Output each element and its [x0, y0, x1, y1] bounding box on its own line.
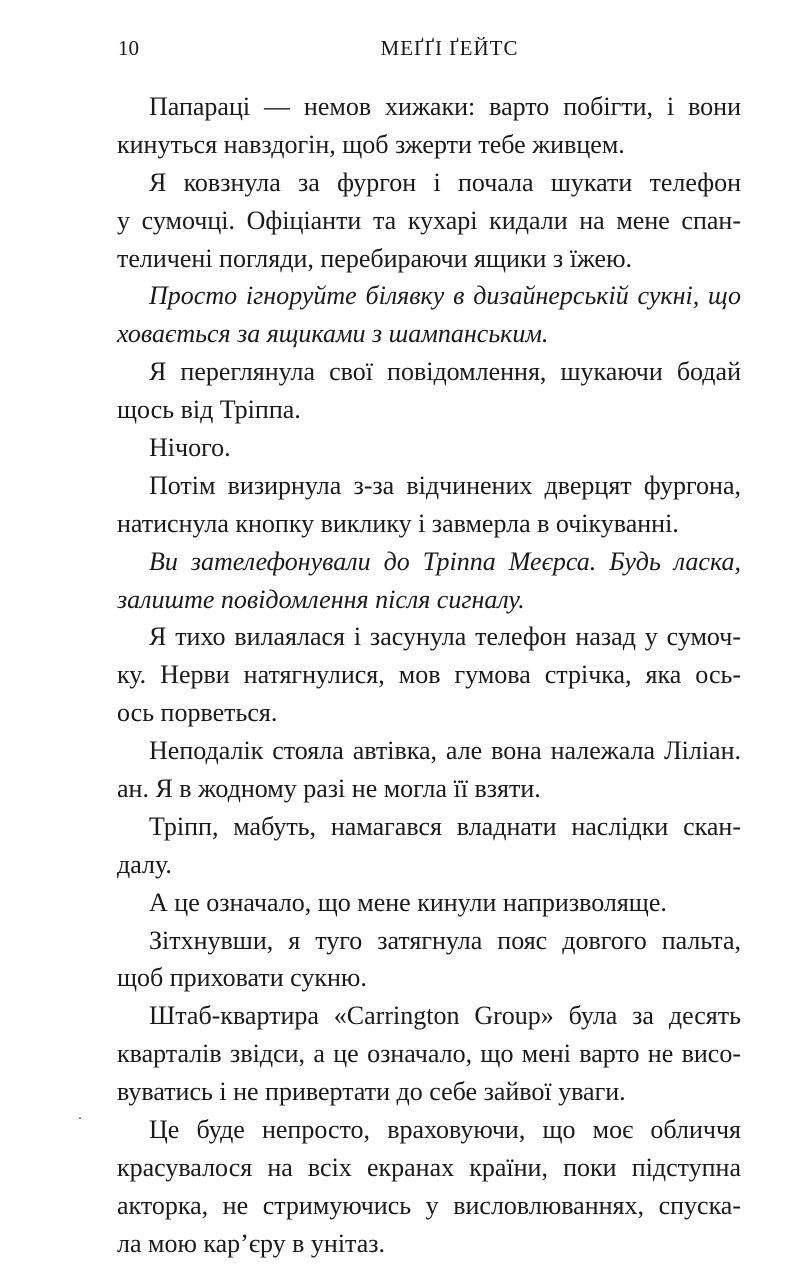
text-line: Нічого.: [149, 433, 231, 463]
text-line: далу.: [117, 849, 172, 879]
body-text: [117, 88, 741, 1263]
text-line: ла мою кар’єру в унітаз.: [117, 1228, 386, 1258]
text-line: Я ковзнула за фургон і почала шукати телефон: [149, 167, 741, 197]
text-line-italic: Ви зателефонували до Тріппа Меєрса. Будь ласка,: [149, 546, 741, 576]
text-line: у сумочці. Офіціанти та кухарі кидали на мене спан-: [117, 205, 741, 235]
text-line: щоб приховати сукню.: [117, 963, 367, 993]
page-number: 10: [118, 36, 139, 60]
text-line-italic: Просто ігноруйте білявку в дизайнерській сукні, що: [149, 281, 741, 311]
text-line: Це буде непросто, враховуючи, що моє обличчя: [149, 1115, 741, 1145]
text-line: Штаб-квартира «Carrington Group» була за десять: [149, 1001, 741, 1031]
text-line-italic: ховається за ящиками з шампанським.: [117, 319, 549, 349]
text-line: натиснула кнопку виклику і завмерла в очікуванні.: [117, 508, 679, 538]
text-line: ку. Нерви натягнулися, мов гумова стрічка, яка ось-: [117, 660, 741, 690]
text-line: кварталів звідси, а це означало, що мені варто не висо-: [117, 1039, 741, 1069]
text-line: Я переглянула свої повідомлення, шукаючи бодай: [149, 357, 741, 387]
text-line: Тріпп, мабуть, намагався владнати наслідки скан-: [149, 811, 741, 841]
running-head-author: МЕҐҐІ ҐЕЙТС: [380, 36, 519, 60]
text-line: ось порветься.: [117, 698, 278, 728]
text-line: красувалося на всіх екранах країни, поки підступна: [117, 1152, 741, 1182]
text-line: Я тихо вилаялася і засунула телефон назад у сумоч-: [149, 622, 741, 652]
text-line: ан. Я в жодному разі не могла її взяти.: [117, 774, 541, 804]
text-line: кинуться навздогін, щоб зжерти тебе живцем.: [117, 129, 625, 159]
text-line: теличені погляди, перебираючи ящики з їжею.: [117, 243, 632, 273]
text-line: Папараці — немов хижаки: варто побігти, і вони: [149, 92, 741, 121]
text-line: вуватись і не привертати до себе зайвої уваги.: [117, 1077, 626, 1107]
text-line: Потім визирнула з-за відчинених дверцят фургона,: [149, 470, 741, 500]
text-line: акторка, не стримуючись у висловлюваннях, спуска-: [117, 1190, 741, 1220]
running-head: [118, 36, 741, 66]
text-line: А це означало, що мене кинули напризволяще.: [149, 887, 667, 917]
print-speck: [79, 1117, 81, 1119]
text-line: Зітхнувши, я туго затягнула пояс довгого пальта,: [149, 925, 741, 955]
text-line: Неподалік стояла автівка, але вона належала Ліліан.: [149, 736, 741, 766]
text-line-italic: залиште повідомлення після сигналу.: [117, 584, 525, 614]
text-line: щось від Тріппа.: [117, 395, 301, 425]
